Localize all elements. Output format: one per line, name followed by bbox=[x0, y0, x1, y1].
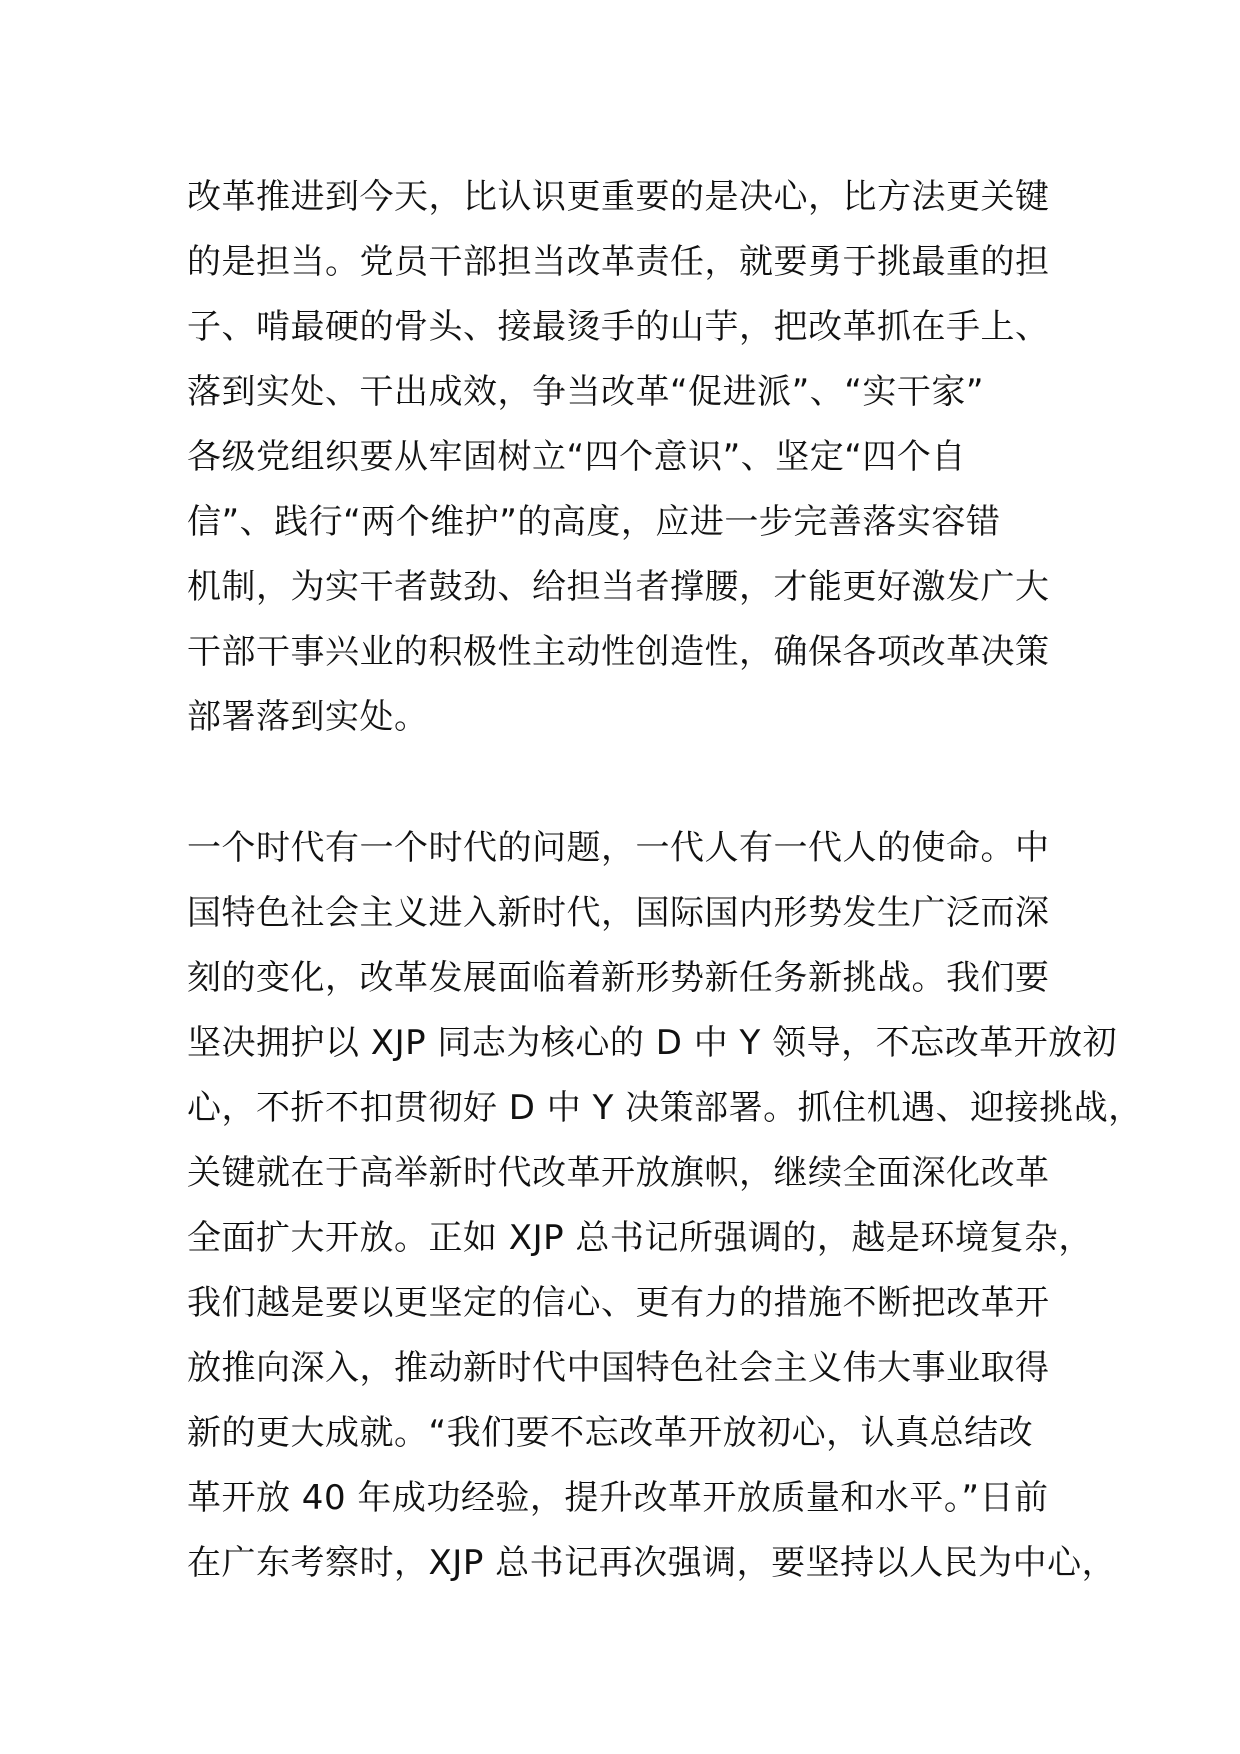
text-line: 改革推进到今天，比认识更重要的是决心，比方法更关键 bbox=[187, 177, 1050, 217]
text-line: 各级党组织要从牢固树立“四个意识”、坚定“四个自 bbox=[187, 437, 966, 477]
text-line: 心，不折不扣贯彻好 D 中 Y 决策部署。抓住机遇、迎接挑战， bbox=[187, 1088, 1143, 1128]
paragraph-1 bbox=[187, 165, 1087, 750]
text-line: 关键就在于高举新时代改革开放旗帜，继续全面深化改革 bbox=[187, 1153, 1050, 1193]
text-line: 落到实处、干出成效，争当改革“促进派”、“实干家” bbox=[187, 372, 984, 412]
text-line: 信”、践行“两个维护”的高度，应进一步完善落实容错 bbox=[187, 502, 1001, 542]
text-line: 干部干事兴业的积极性主动性创造性，确保各项改革决策 bbox=[187, 632, 1050, 672]
text-line: 全面扩大开放。正如 XJP 总书记所强调的，越是环境复杂， bbox=[187, 1218, 1093, 1258]
text-line: 一个时代有一个时代的问题，一代人有一代人的使命。中 bbox=[187, 828, 1050, 868]
text-line: 国特色社会主义进入新时代，国际国内形势发生广泛而深 bbox=[187, 893, 1050, 933]
text-line: 子、啃最硬的骨头、接最烫手的山芋，把改革抓在手上、 bbox=[187, 307, 1050, 347]
text-line: 刻的变化，改革发展面临着新形势新任务新挑战。我们要 bbox=[187, 958, 1050, 998]
text-line: 革开放 40 年成功经验，提升改革开放质量和水平。”日前 bbox=[187, 1478, 1049, 1518]
text-line: 坚决拥护以 XJP 同志为核心的 D 中 Y 领导，不忘改革开放初 bbox=[187, 1023, 1118, 1063]
text-line: 部署落到实处。 bbox=[187, 697, 429, 737]
text-line: 在广东考察时，XJP 总书记再次强调，要坚持以人民为中心， bbox=[187, 1543, 1117, 1583]
text-line: 机制，为实干者鼓劲、给担当者撑腰，才能更好激发广大 bbox=[187, 567, 1050, 607]
text-line: 的是担当。党员干部担当改革责任，就要勇于挑最重的担 bbox=[187, 242, 1050, 282]
text-line: 我们越是要以更坚定的信心、更有力的措施不断把改革开 bbox=[187, 1283, 1050, 1323]
text-line: 放推向深入，推动新时代中国特色社会主义伟大事业取得 bbox=[187, 1348, 1050, 1388]
text-line: 新的更大成就。“我们要不忘改革开放初心，认真总结改 bbox=[187, 1413, 1034, 1453]
paragraph-2 bbox=[187, 816, 1143, 1596]
